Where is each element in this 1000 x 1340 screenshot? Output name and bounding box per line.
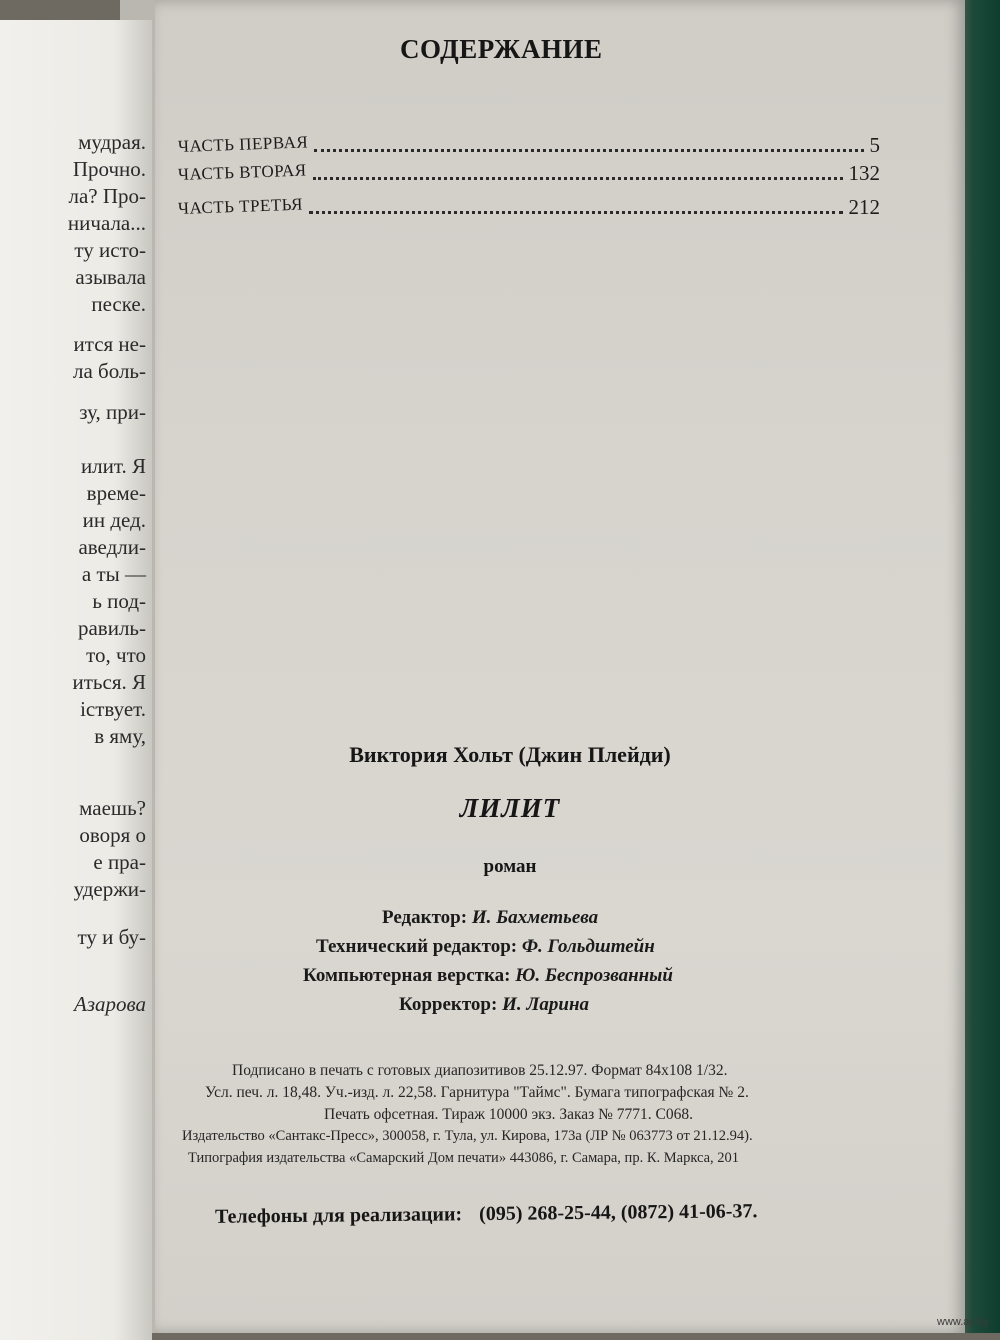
left-page-line: аведли- bbox=[78, 535, 146, 559]
imprint-line: Типография издательства «Самарский Дом печати» 443086, г. Самара, пр. К. Маркса, 201 bbox=[188, 1150, 740, 1166]
credit-person: Ф. Гольдштейн bbox=[521, 936, 655, 957]
left-page-line: е пра- bbox=[93, 850, 146, 874]
toc-entry-label: ЧАСТЬ ПЕРВАЯ bbox=[177, 132, 309, 156]
left-page-line: илит. Я bbox=[80, 454, 146, 478]
left-page-line: маешь? bbox=[79, 796, 146, 820]
credit-role: Редактор: bbox=[382, 907, 468, 928]
credit-layout bbox=[303, 965, 673, 987]
left-page-line: Прочно. bbox=[72, 157, 146, 181]
left-page-line: равиль- bbox=[77, 616, 146, 640]
left-page-line: песке. bbox=[91, 292, 146, 316]
imprint-line: Издательство «Сантакс-Пресс», 300058, г. Тула, ул. Кирова, 173а (ЛР № 063773 от 21.12.94). bbox=[182, 1128, 753, 1144]
left-page-line: удержи- bbox=[73, 877, 146, 901]
toc-leader-dots bbox=[314, 149, 863, 152]
left-page-line: мудрая. bbox=[78, 130, 146, 154]
credit-person: И. Ларина bbox=[502, 994, 590, 1015]
phones-numbers: (095) 268-25-44, (0872) 41-06-37. bbox=[479, 1200, 758, 1226]
book-genre: роман bbox=[483, 856, 537, 877]
credit-role: Компьютерная верстка: bbox=[303, 965, 511, 986]
left-page-line: ла боль- bbox=[72, 359, 146, 383]
imprint-line: Печать офсетная. Тираж 10000 экз. Заказ № 7771. С068. bbox=[324, 1106, 694, 1123]
credit-tech-editor bbox=[316, 936, 655, 958]
left-page-line: оворя о bbox=[79, 823, 146, 847]
left-page-line: ничала... bbox=[67, 211, 146, 235]
toc-leader-dots bbox=[309, 211, 842, 214]
left-page-line: ь под- bbox=[92, 589, 146, 613]
left-page-author: Азарова bbox=[74, 992, 146, 1016]
imprint-line: Усл. печ. л. 18,48. Уч.-изд. л. 22,58. Гарнитура "Таймс". Бумага типографская № 2. bbox=[205, 1084, 749, 1101]
book-title: ЛИЛИТ bbox=[459, 793, 561, 823]
left-page-line: ин дед. bbox=[82, 508, 146, 532]
left-page-line: ту и бу- bbox=[77, 925, 146, 949]
book-author: Виктория Хольт (Джин Плейди) bbox=[349, 742, 671, 767]
left-page bbox=[0, 20, 152, 1340]
contents-title: СОДЕРЖАНИЕ bbox=[400, 34, 603, 64]
toc-leader-dots bbox=[313, 177, 843, 180]
credit-person: И. Бахметьева bbox=[471, 907, 599, 928]
left-page-line: ится не- bbox=[73, 332, 146, 356]
toc-entry-label: ЧАСТЬ ВТОРАЯ bbox=[177, 160, 307, 184]
left-page-line: а ты — bbox=[81, 562, 146, 586]
phones-label: Телефоны для реализации: bbox=[214, 1203, 463, 1228]
toc-entry bbox=[178, 195, 880, 223]
credit-role: Корректор: bbox=[399, 994, 498, 1015]
imprint-line: Подписано в печать с готовых диапозитивов 25.12.97. Формат 84х108 1/32. bbox=[232, 1062, 728, 1079]
toc-entry-page: 212 bbox=[848, 195, 880, 219]
left-page-line: в яму, bbox=[94, 724, 146, 748]
left-page-line: то, что bbox=[86, 643, 146, 667]
toc-entry bbox=[178, 161, 880, 189]
credit-editor bbox=[382, 907, 598, 929]
left-page-line: іствует. bbox=[80, 697, 146, 721]
left-page-line: азывала bbox=[75, 265, 146, 289]
credit-role: Технический редактор: bbox=[316, 936, 518, 957]
toc-entry-page: 132 bbox=[848, 161, 880, 185]
left-page-line: иться. Я bbox=[72, 670, 146, 694]
watermark: www.ay.by bbox=[937, 1316, 989, 1328]
toc-entry-label: ЧАСТЬ ТРЕТЬЯ bbox=[177, 194, 304, 218]
toc-entry-page: 5 bbox=[869, 133, 880, 157]
left-page-line: зу, при- bbox=[79, 400, 146, 424]
left-page-line: ла? Про- bbox=[68, 184, 146, 208]
left-page-line: ту исто- bbox=[74, 238, 146, 262]
toc-entry bbox=[178, 133, 880, 161]
credit-person: Ю. Беспрозванный bbox=[515, 965, 673, 986]
credit-proofreader bbox=[399, 994, 589, 1016]
left-page-line: време- bbox=[86, 481, 146, 505]
